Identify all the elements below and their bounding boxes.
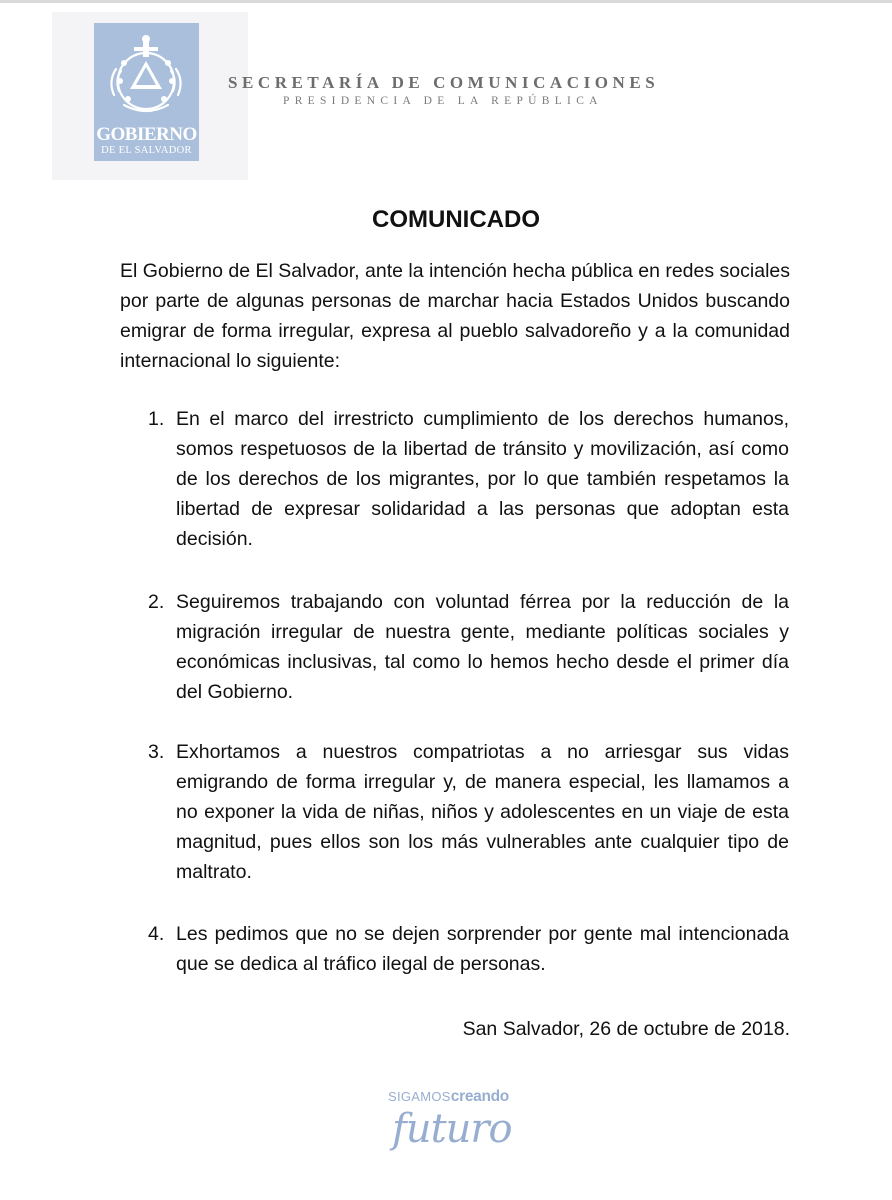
slogan-middle: creando: [450, 1088, 509, 1105]
government-logo: [94, 23, 199, 161]
item-number: 2.: [148, 591, 165, 613]
intro-paragraph: El Gobierno de El Salvador, ante la intención hecha pública en redes sociales por parte de algunas personas de marchar hacia Estados Unidos buscando emigrar de forma irregular, expresa al pueblo salvadoreño y a la comunidad internacional lo siguiente:: [120, 260, 790, 372]
document-title: COMUNICADO: [372, 206, 540, 233]
logo-title: GOBIERNO: [96, 124, 197, 145]
item-text: Les pedimos que no se dejen sorprender por gente mal intencionada que se dedica al tráfico ilegal de personas.: [176, 923, 789, 975]
date-line: San Salvador, 26 de octubre de 2018.: [462, 1018, 790, 1040]
item-number: 1.: [148, 408, 165, 430]
secretariat-name: SECRETARÍA DE COMUNICACIONES: [228, 73, 660, 92]
item-text: Seguiremos trabajando con voluntad férrea por la reducción de la migración irregular de nuestra gente, mediante políticas sociales y económicas inclusivas, tal como lo hemos hecho desde el primer día del Gobierno.: [176, 591, 789, 703]
item-number: 3.: [148, 741, 165, 763]
coat-of-arms-icon: [94, 23, 199, 123]
slogan-bottom: futuro: [392, 1106, 512, 1152]
presidency-name: PRESIDENCIA DE LA REPÚBLICA: [283, 95, 603, 107]
logo-subtitle: DE EL SALVADOR: [101, 145, 192, 156]
item-text: En el marco del irrestricto cumplimiento de los derechos humanos, somos respetuosos de la libertad de tránsito y movilización, así como de los derechos de los migrantes, por lo que también respetamos la libertad de expresar solidaridad a las personas que adoptan esta decisión.: [176, 408, 789, 550]
item-text: Exhortamos a nuestros compatriotas a no arriesgar sus vidas emigrando de forma irregular y, de manera especial, les llamamos a no exponer la vida de niñas, niños y adolescentes en un viaje de esta magnitud, pues ellos son los más vulnerables ante cualquier tipo de maltrato.: [176, 741, 789, 883]
top-border: [0, 0, 892, 3]
slogan-prefix: SIGAMOS: [388, 1089, 451, 1104]
item-number: 4.: [148, 923, 165, 945]
